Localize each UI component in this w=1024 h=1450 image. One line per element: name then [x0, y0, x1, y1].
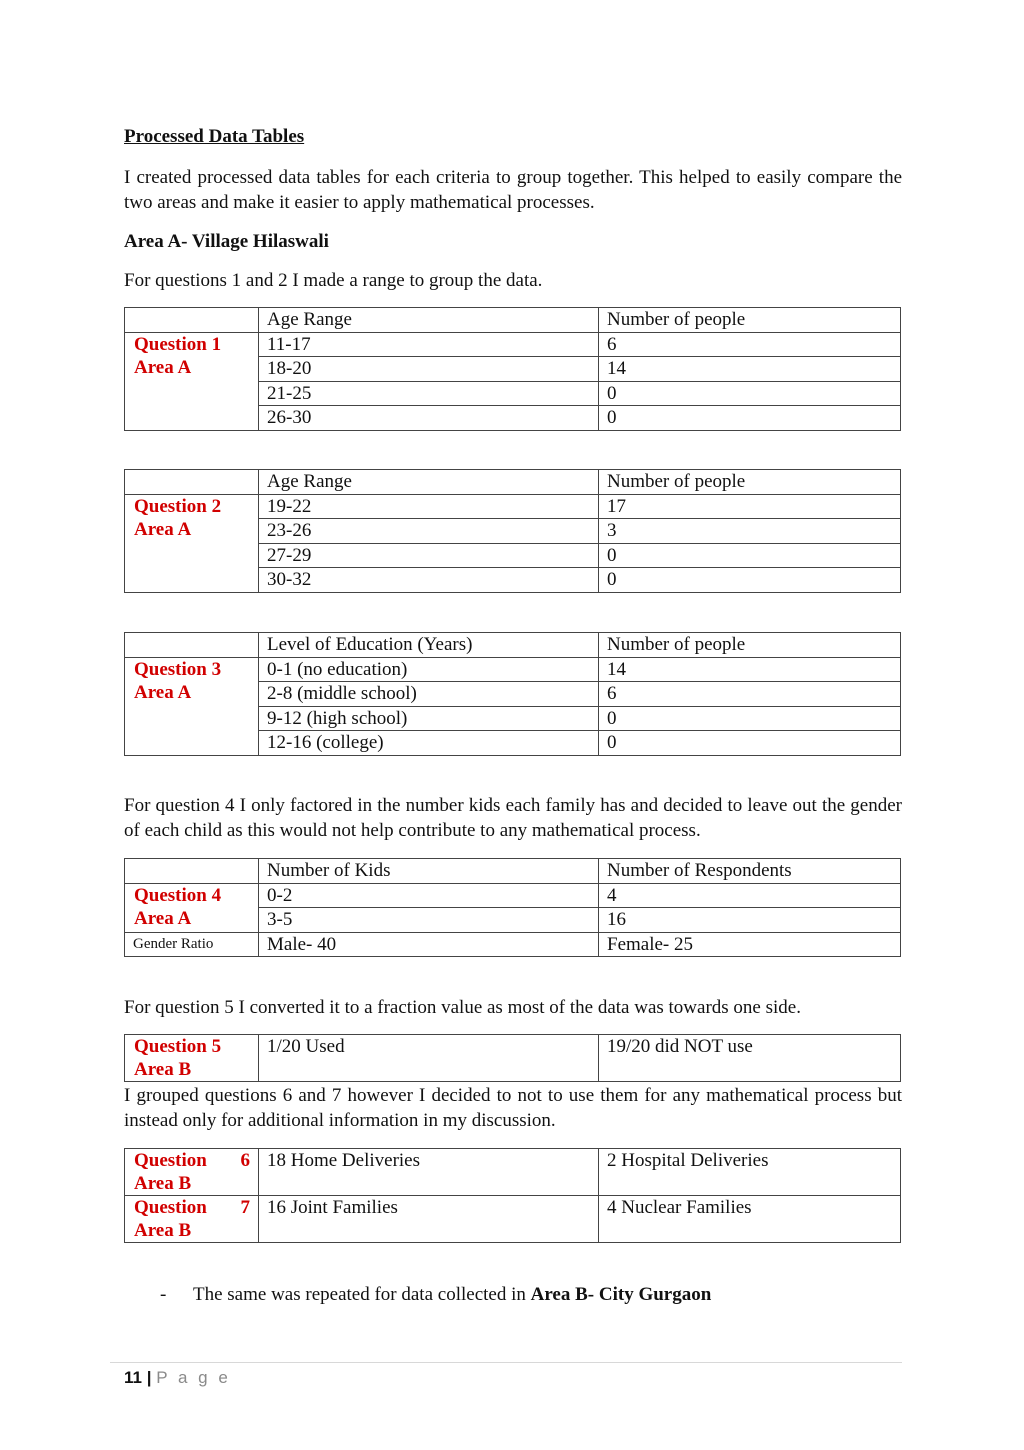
- area-label: Area A: [134, 907, 192, 929]
- table-cell: 0: [599, 543, 901, 568]
- question-label: [125, 1149, 259, 1196]
- table-cell: 3-5: [259, 908, 599, 933]
- table-cell: 1/20 Used: [259, 1035, 599, 1082]
- area-label: Area A: [134, 681, 192, 703]
- header-cell: Age Range: [259, 470, 599, 495]
- table-cell: 14: [599, 357, 901, 382]
- table-cell: 2-8 (middle school): [259, 682, 599, 707]
- table-cell: 18 Home Deliveries: [259, 1149, 599, 1196]
- question-label: [125, 332, 259, 430]
- question-label: [125, 1196, 259, 1243]
- question-3-table: [124, 632, 901, 756]
- header-cell: Number of people: [599, 633, 901, 658]
- bullet-plain: The same was repeated for data collected in: [193, 1284, 531, 1305]
- table-cell: Male- 40: [259, 932, 599, 957]
- table-cell: Female- 25: [599, 932, 901, 957]
- question-1-table: [124, 307, 901, 431]
- table-cell: 11-17: [259, 332, 599, 357]
- table-cell: 30-32: [259, 568, 599, 593]
- question-2-table: [124, 469, 901, 593]
- header-cell: Number of Respondents: [599, 859, 901, 884]
- table-cell: 14: [599, 657, 901, 682]
- table-cell: 0: [599, 731, 901, 756]
- table-cell: 16: [599, 908, 901, 933]
- table-header-row: [125, 633, 901, 658]
- table-row: [125, 494, 901, 519]
- table-header-row: [125, 859, 901, 884]
- table-cell: 26-30: [259, 406, 599, 431]
- table-cell: 27-29: [259, 543, 599, 568]
- intro-paragraph: I created processed data tables for each criteria to group together. This helped to easily compare the two areas and make it easier to apply mathematical processes.: [124, 167, 902, 213]
- table-cell: 0: [599, 406, 901, 431]
- empty-cell: [125, 633, 259, 658]
- question-label: [125, 494, 259, 592]
- table-cell: 2 Hospital Deliveries: [599, 1149, 901, 1196]
- empty-cell: [125, 859, 259, 884]
- table-row: [125, 332, 901, 357]
- question-6-7-note: I grouped questions 6 and 7 however I decided to not to use them for any mathematical process but instead only for additional information in my discussion.: [124, 1085, 902, 1131]
- bullet-bold: Area B- City Gurgaon: [530, 1284, 712, 1305]
- table-cell: 3: [599, 519, 901, 544]
- empty-cell: [125, 470, 259, 495]
- question-label: [125, 883, 259, 932]
- question-4-note: For question 4 I only factored in the number kids each family has and decided to leave out the gender of each child as this would not help contribute to any mathematical process.: [124, 795, 902, 841]
- table-header-row: [125, 308, 901, 333]
- area-title: Area A- Village Hilaswali: [124, 231, 329, 252]
- table-cell: 17: [599, 494, 901, 519]
- question-4-table: [124, 858, 901, 957]
- question-5-table: [124, 1034, 901, 1082]
- table-cell: 9-12 (high school): [259, 706, 599, 731]
- area-label: Area B: [134, 1059, 192, 1080]
- question-digit: 7: [240, 1197, 250, 1218]
- table-cell: 18-20: [259, 357, 599, 382]
- table-cell: 16 Joint Families: [259, 1196, 599, 1243]
- footer-separator: |: [146, 1368, 152, 1387]
- question-number: Question 1: [134, 333, 222, 355]
- header-cell: Number of Kids: [259, 859, 599, 884]
- question-number: [134, 1149, 250, 1172]
- question-number: Question 4: [134, 884, 222, 906]
- table-row: [125, 1035, 901, 1082]
- table-row: [125, 1196, 901, 1243]
- table-cell: 4: [599, 883, 901, 908]
- range-note: For questions 1 and 2 I made a range to group the data.: [124, 270, 543, 291]
- question-5-note: For question 5 I converted it to a fraction value as most of the data was towards one side.: [124, 997, 801, 1018]
- question-label: [125, 1035, 259, 1082]
- table-row: [125, 883, 901, 908]
- header-cell: Number of people: [599, 470, 901, 495]
- table-row: [125, 932, 901, 957]
- header-cell: Age Range: [259, 308, 599, 333]
- header-cell: Level of Education (Years): [259, 633, 599, 658]
- question-number: Question 5: [134, 1036, 222, 1057]
- area-label: Area A: [134, 356, 192, 378]
- bullet-marker: -: [160, 1284, 167, 1305]
- gender-ratio-label: Gender Ratio: [125, 932, 259, 957]
- table-cell: 19-22: [259, 494, 599, 519]
- question-number: [134, 1196, 250, 1219]
- table-cell: 21-25: [259, 381, 599, 406]
- table-cell: 0: [599, 568, 901, 593]
- question-word: Question: [134, 1197, 207, 1218]
- area-label: Area B: [134, 1173, 192, 1194]
- section-heading: Processed Data Tables: [124, 126, 305, 147]
- page-number: 11: [124, 1368, 142, 1387]
- footer-divider: [110, 1362, 902, 1363]
- table-cell: 0-1 (no education): [259, 657, 599, 682]
- question-6-7-table: [124, 1148, 901, 1243]
- table-row: [125, 657, 901, 682]
- area-label: Area A: [134, 518, 192, 540]
- question-digit: 6: [240, 1150, 250, 1171]
- table-cell: 6: [599, 332, 901, 357]
- table-cell: 23-26: [259, 519, 599, 544]
- table-cell: 12-16 (college): [259, 731, 599, 756]
- page-word: P a g e: [156, 1368, 231, 1387]
- question-number: Question 3: [134, 658, 222, 680]
- table-row: [125, 1149, 901, 1196]
- table-cell: 19/20 did NOT use: [599, 1035, 901, 1082]
- area-label: Area B: [134, 1220, 192, 1241]
- question-word: Question: [134, 1150, 207, 1171]
- empty-cell: [125, 308, 259, 333]
- table-header-row: [125, 470, 901, 495]
- table-cell: 0: [599, 706, 901, 731]
- bullet-text: [193, 1284, 711, 1306]
- table-cell: 4 Nuclear Families: [599, 1196, 901, 1243]
- question-number: Question 2: [134, 495, 222, 517]
- header-cell: Number of people: [599, 308, 901, 333]
- table-cell: 0-2: [259, 883, 599, 908]
- page-footer: [124, 1368, 231, 1388]
- table-cell: 0: [599, 381, 901, 406]
- question-label: [125, 657, 259, 755]
- table-cell: 6: [599, 682, 901, 707]
